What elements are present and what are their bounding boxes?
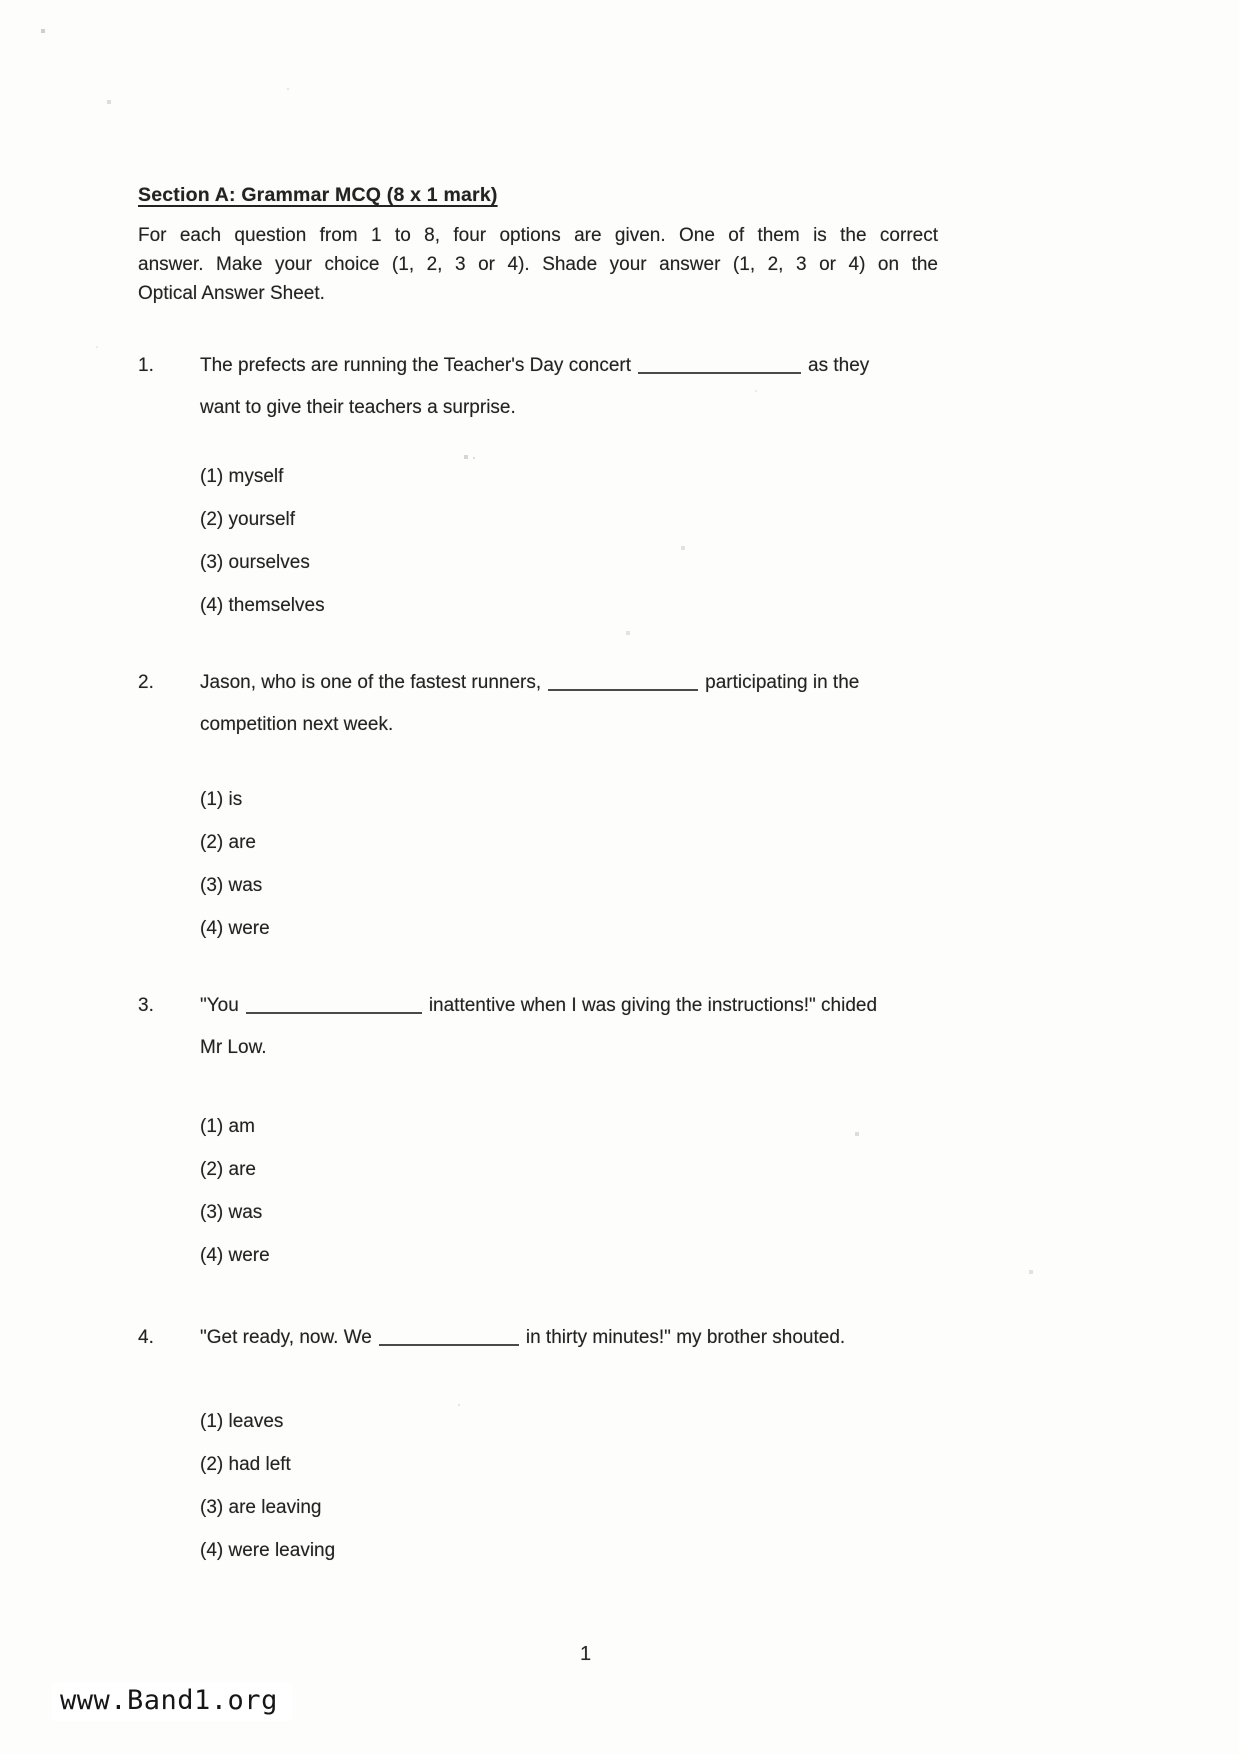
question-1-option-2: (2) yourself	[200, 509, 296, 530]
instructions-line-1: For each question from 1 to 8, four options are given. One of them is the correct	[138, 225, 938, 246]
question-2-option-1: (1) is	[200, 789, 243, 810]
question-3-option-2: (2) are	[200, 1159, 256, 1180]
question-4-option-2: (2) had left	[200, 1454, 291, 1475]
instructions-line-2: answer. Make your choice (1, 2, 3 or 4). Shade your answer (1, 2, 3 or 4) on the	[138, 254, 938, 275]
answer-blank	[548, 675, 698, 691]
answer-blank	[638, 358, 801, 374]
question-2-text-before-blank: Jason, who is one of the fastest runners,	[200, 672, 542, 693]
question-4-text-before-blank: "Get ready, now. We	[200, 1327, 372, 1348]
question-1-text-line-2: want to give their teachers a surprise.	[200, 397, 516, 418]
instructions-paragraph	[138, 221, 938, 308]
question-1-number: 1.	[138, 355, 154, 376]
question-4-text-after-blank: in thirty minutes!" my brother shouted.	[525, 1327, 846, 1348]
question-3-option-4: (4) were	[200, 1245, 270, 1266]
question-1-option-3: (3) ourselves	[200, 552, 310, 573]
question-4-options	[200, 1400, 948, 1572]
question-2-option-4: (4) were	[200, 918, 270, 939]
question-4	[138, 1317, 948, 1572]
question-3-text-line-2: Mr Low.	[200, 1037, 267, 1058]
question-4-option-3: (3) are leaving	[200, 1497, 322, 1518]
question-2	[138, 662, 948, 950]
question-3-text-before-blank: "You	[200, 995, 239, 1016]
question-2-option-2: (2) are	[200, 832, 256, 853]
section-header: Section A: Grammar MCQ (8 x 1 mark)	[138, 184, 498, 206]
question-3-text-line-1	[200, 985, 948, 1027]
question-1-option-4: (4) themselves	[200, 595, 325, 616]
question-1-option-1: (1) myself	[200, 466, 284, 487]
question-1-options	[200, 455, 948, 627]
question-3	[138, 985, 948, 1277]
question-3-text-after-blank: inattentive when I was giving the instructions!" chided	[428, 995, 878, 1016]
question-4-text-line-1	[200, 1317, 948, 1359]
question-3-option-3: (3) was	[200, 1202, 263, 1223]
answer-blank	[379, 1330, 519, 1346]
question-2-text-line-2: competition next week.	[200, 714, 394, 735]
page-number: 1	[580, 1643, 592, 1665]
question-2-options	[200, 778, 948, 950]
question-4-option-4: (4) were leaving	[200, 1540, 336, 1561]
answer-blank	[246, 998, 422, 1014]
question-1-text-before-blank: The prefects are running the Teacher's Day concert	[200, 355, 632, 376]
question-1-text-line-1	[200, 345, 948, 387]
question-1	[138, 345, 948, 627]
question-2-number: 2.	[138, 672, 154, 693]
question-4-option-1: (1) leaves	[200, 1411, 284, 1432]
question-1-text-after-blank: as they	[808, 355, 870, 376]
question-3-option-1: (1) am	[200, 1116, 255, 1137]
question-3-number: 3.	[138, 995, 154, 1016]
question-2-text-after-blank: participating in the	[705, 672, 860, 693]
question-2-option-3: (3) was	[200, 875, 263, 896]
question-2-text-line-1	[200, 662, 948, 704]
watermark-text: www.Band1.org	[52, 1682, 292, 1721]
instructions-line-3: Optical Answer Sheet.	[138, 283, 325, 304]
question-4-number: 4.	[138, 1327, 154, 1348]
question-3-options	[200, 1105, 948, 1277]
